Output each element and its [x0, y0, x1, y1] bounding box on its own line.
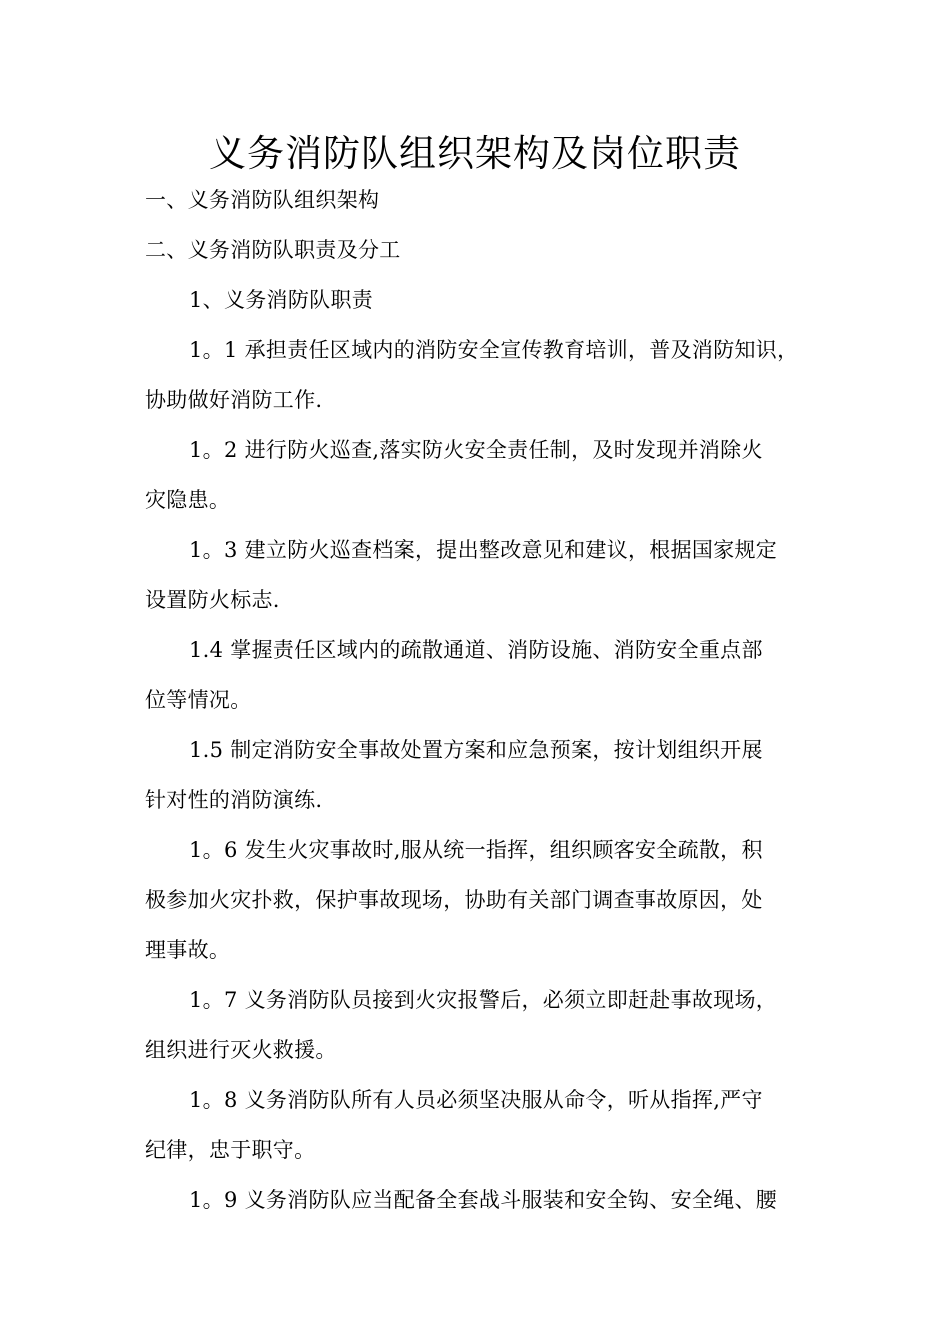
section-heading-2: 二、义务消防队职责及分工	[145, 238, 401, 262]
paragraph-line: 组织进行灭火救援。	[145, 1038, 337, 1062]
paragraph-line: 针对性的消防演练.	[145, 788, 323, 812]
paragraph-line: 极参加火灾扑救，保护事故现场，协助有关部门调查事故原因，处	[145, 888, 763, 912]
paragraph-line: 1。8 义务消防队所有人员必须坚决服从命令，听从指挥,严守	[189, 1088, 763, 1112]
paragraph-line: 灾隐患。	[145, 488, 231, 512]
paragraph-line: 1。9 义务消防队应当配备全套战斗服装和安全钩、安全绳、腰	[189, 1188, 778, 1212]
paragraph-line: 1。3 建立防火巡查档案，提出整改意见和建议，根据国家规定	[189, 538, 778, 562]
paragraph-line: 设置防火标志.	[145, 588, 280, 612]
subsection-heading: 1、义务消防队职责	[189, 288, 374, 312]
section-heading-1: 一、义务消防队组织架构	[145, 188, 380, 212]
paragraph-line: 1.5 制定消防安全事故处置方案和应急预案，按计划组织开展	[189, 738, 763, 762]
document-title: 义务消防队组织架构及岗位职责	[209, 132, 741, 175]
paragraph-line: 1.4 掌握责任区域内的疏散通道、消防设施、消防安全重点部	[189, 638, 763, 662]
paragraph-line: 1。7 义务消防队员接到火灾报警后，必须立即赶赴事故现场，	[189, 988, 778, 1012]
paragraph-line: 位等情况。	[145, 688, 252, 712]
paragraph-line: 理事故。	[145, 938, 231, 962]
paragraph-line: 1。1 承担责任区域内的消防安全宣传教育培训，普及消防知识，	[189, 338, 799, 362]
paragraph-line: 协助做好消防工作.	[145, 388, 323, 412]
paragraph-line: 纪律，忠于职守。	[145, 1138, 316, 1162]
paragraph-line: 1。6 发生火灾事故时,服从统一指挥，组织顾客安全疏散，积	[189, 838, 763, 862]
paragraph-line: 1。2 进行防火巡查,落实防火安全责任制，及时发现并消除火	[189, 438, 763, 462]
